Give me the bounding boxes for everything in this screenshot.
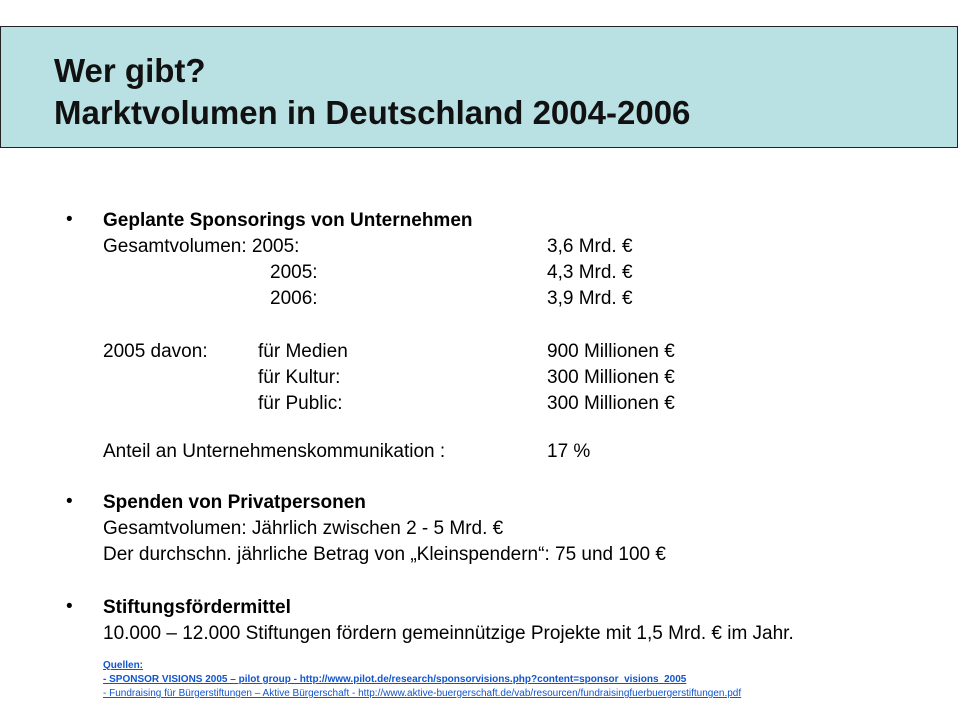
stiftungen-heading: Stiftungsfördermittel bbox=[103, 597, 291, 618]
breakdown-label-kultur: für Kultur: bbox=[258, 367, 341, 388]
share-label: Anteil an Unternehmenskommunikation : bbox=[103, 441, 446, 462]
volume-value-2: 4,3 Mrd. € bbox=[547, 262, 633, 283]
breakdown-label-medien: für Medien bbox=[258, 341, 348, 362]
volume-value-3: 3,9 Mrd. € bbox=[547, 288, 633, 309]
title-banner bbox=[0, 26, 958, 148]
stiftungen-line1: 10.000 – 12.000 Stiftungen fördern gemeinnützige Projekte mit 1,5 Mrd. € im Jahr. bbox=[103, 623, 794, 644]
bullet-spenden: • bbox=[66, 491, 73, 512]
spenden-line2: Der durchschn. jährliche Betrag von „Kleinspendern“: 75 und 100 € bbox=[103, 544, 666, 565]
bullet-stiftungen: • bbox=[66, 596, 73, 617]
source-link-sponsorvisions[interactable]: - SPONSOR VISIONS 2005 – pilot group - http://www.pilot.de/research/sponsorvisions.php?content=sponsor_visions_2005 bbox=[103, 674, 687, 685]
slide-title-line1: Wer gibt? bbox=[54, 52, 206, 89]
slide-title-line2: Marktvolumen in Deutschland 2004-2006 bbox=[54, 94, 691, 131]
breakdown-value-public: 300 Millionen € bbox=[547, 393, 675, 414]
breakdown-value-kultur: 300 Millionen € bbox=[547, 367, 675, 388]
breakdown-value-medien: 900 Millionen € bbox=[547, 341, 675, 362]
bullet-sponsorings: • bbox=[66, 209, 73, 230]
breakdown-label-public: für Public: bbox=[258, 393, 343, 414]
sponsorings-heading: Geplante Sponsorings von Unternehmen bbox=[103, 210, 473, 231]
sources-label: Quellen: bbox=[103, 660, 144, 671]
spenden-line1: Gesamtvolumen: Jährlich zwischen 2 - 5 Mrd. € bbox=[103, 518, 504, 539]
source-link-aktive-buergerschaft[interactable]: - Fundraising für Bürgerstiftungen – Aktive Bürgerschaft - http://www.aktive-buergerschaft.de/vab/resourcen/fundraisingfuerbuergerstiftungen.pdf bbox=[103, 688, 742, 699]
volume-year-3: 2006: bbox=[270, 288, 318, 309]
volume-label: Gesamtvolumen: 2005: bbox=[103, 236, 300, 257]
share-value: 17 % bbox=[547, 441, 591, 462]
volume-value-1: 3,6 Mrd. € bbox=[547, 236, 633, 257]
breakdown-label: 2005 davon: bbox=[103, 341, 208, 362]
volume-year-2: 2005: bbox=[270, 262, 318, 283]
spenden-heading: Spenden von Privatpersonen bbox=[103, 492, 366, 513]
